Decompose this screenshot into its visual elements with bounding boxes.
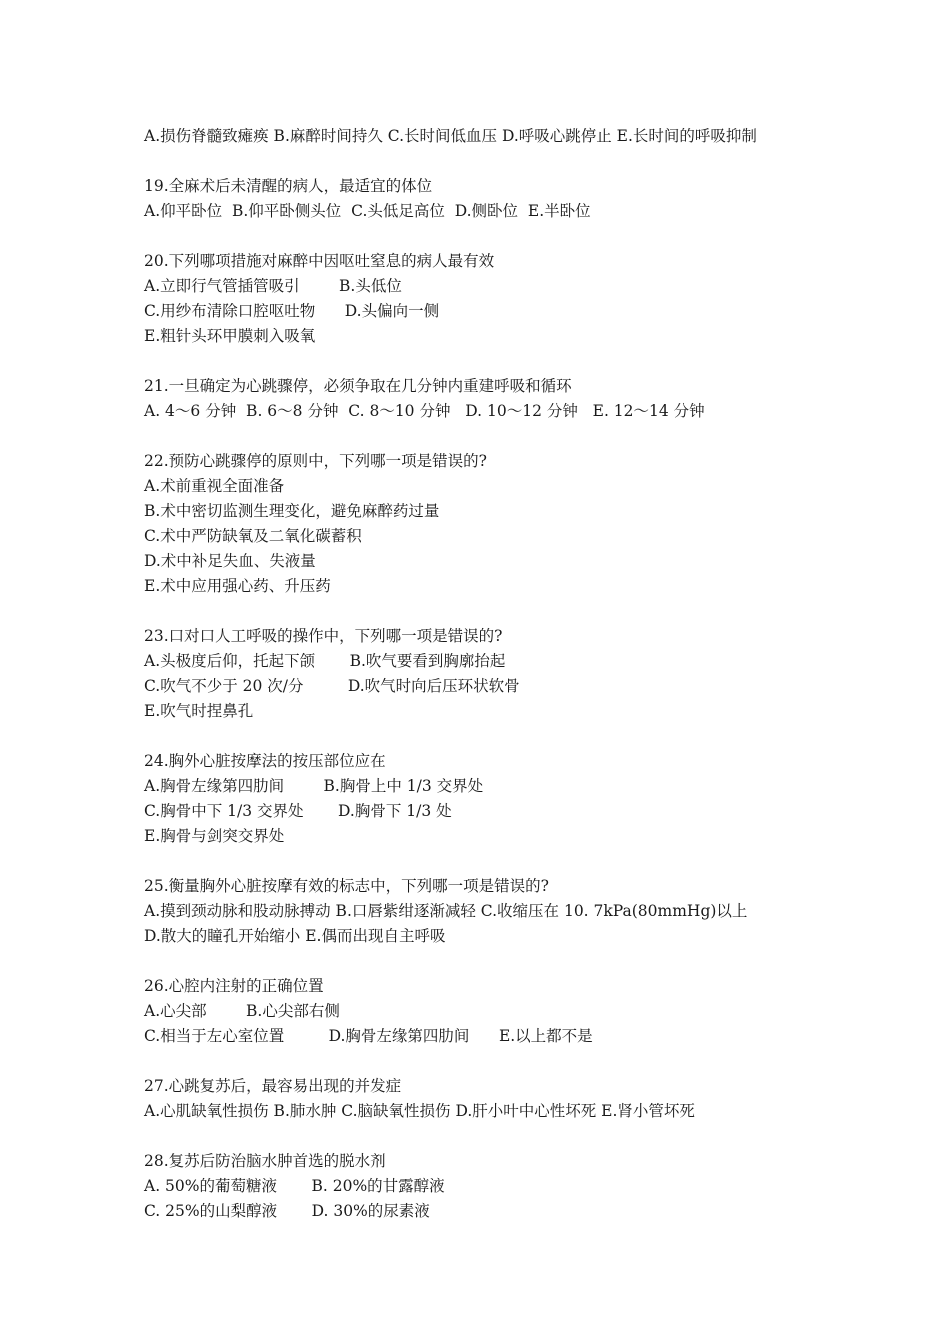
text-line: A.立即行气管插管吸引 B.头低位 [144, 277, 402, 295]
text-line: A.损伤脊髓致瘫痪 B.麻醉时间持久 C.长时间低血压 D.呼吸心跳停止 E.长时间的呼吸抑制 [144, 127, 757, 145]
text-line: E.吹气时捏鼻孔 [144, 702, 254, 720]
text-line: B.术中密切监测生理变化，避免麻醉药过量 [144, 502, 440, 520]
text-line: C.用纱布清除口腔呕吐物 D.头偏向一侧 [144, 302, 440, 320]
text-line: A. 4～6 分钟 B. 6～8 分钟 C. 8～10 分钟 D. 10～12 分钟 E. 12～14 分钟 [144, 402, 705, 420]
text-line: C.吹气不少于 20 次/分 D.吹气时向后压环状软骨 [144, 677, 520, 695]
text-line: 21.一旦确定为心跳骤停，必须争取在几分钟内重建呼吸和循环 [144, 377, 572, 395]
text-line: E.粗针头环甲膜刺入吸氧 [144, 327, 316, 345]
text-line: D.术中补足失血、失液量 [144, 552, 316, 570]
blank-line [144, 1124, 924, 1149]
blank-line [144, 724, 924, 749]
text-line: A.心肌缺氧性损伤 B.肺水肿 C.脑缺氧性损伤 D.肝小叶中心性坏死 E.肾小管坏死 [144, 1102, 695, 1120]
text-line: C.胸骨中下 1/3 交界处 D.胸骨下 1/3 处 [144, 802, 452, 820]
text-line: 27.心跳复苏后，最容易出现的并发症 [144, 1077, 402, 1095]
text-line: C. 25%的山梨醇液 D. 30%的尿素液 [144, 1202, 430, 1220]
text-line: E.术中应用强心药、升压药 [144, 577, 331, 595]
text-line: A. 50%的葡萄糖液 B. 20%的甘露醇液 [144, 1177, 445, 1195]
blank-line [144, 949, 924, 974]
text-line: A.仰平卧位 B.仰平卧侧头位 C.头低足高位 D.侧卧位 E.半卧位 [144, 202, 591, 220]
text-line: 26.心腔内注射的正确位置 [144, 977, 324, 995]
text-line: 19.全麻术后未清醒的病人，最适宜的体位 [144, 177, 433, 195]
blank-line [144, 349, 924, 374]
document-page [144, 124, 924, 1224]
text-line: D.散大的瞳孔开始缩小 E.偶而出现自主呼吸 [144, 927, 446, 945]
text-line: C.术中严防缺氧及二氧化碳蓄积 [144, 527, 362, 545]
blank-line [144, 599, 924, 624]
text-line: A.胸骨左缘第四肋间 B.胸骨上中 1/3 交界处 [144, 777, 484, 795]
text-line: 28.复苏后防治脑水肿首选的脱水剂 [144, 1152, 386, 1170]
text-line: E.胸骨与剑突交界处 [144, 827, 285, 845]
text-line: 25.衡量胸外心脏按摩有效的标志中，下列哪一项是错误的? [144, 877, 549, 895]
blank-line [144, 424, 924, 449]
text-line: 22.预防心跳骤停的原则中，下列哪一项是错误的? [144, 452, 487, 470]
text-line: 23.口对口人工呼吸的操作中，下列哪一项是错误的? [144, 627, 503, 645]
text-line: A.头极度后仰，托起下颌 B.吹气要看到胸廓抬起 [144, 652, 506, 670]
blank-line [144, 149, 924, 174]
text-line: C.相当于左心室位置 D.胸骨左缘第四肋间 E.以上都不是 [144, 1027, 593, 1045]
text-line: A.摸到颈动脉和股动脉搏动 B.口唇紫绀逐渐减轻 C.收缩压在 10. 7kPa(80mmHg)以上 [144, 902, 748, 920]
text-line: A.术前重视全面准备 [144, 477, 285, 495]
blank-line [144, 849, 924, 874]
blank-line [144, 224, 924, 249]
blank-line [144, 1049, 924, 1074]
text-line: 24.胸外心脏按摩法的按压部位应在 [144, 752, 386, 770]
text-line: 20.下列哪项措施对麻醉中因呕吐窒息的病人最有效 [144, 252, 495, 270]
text-line: A.心尖部 B.心尖部右侧 [144, 1002, 340, 1020]
